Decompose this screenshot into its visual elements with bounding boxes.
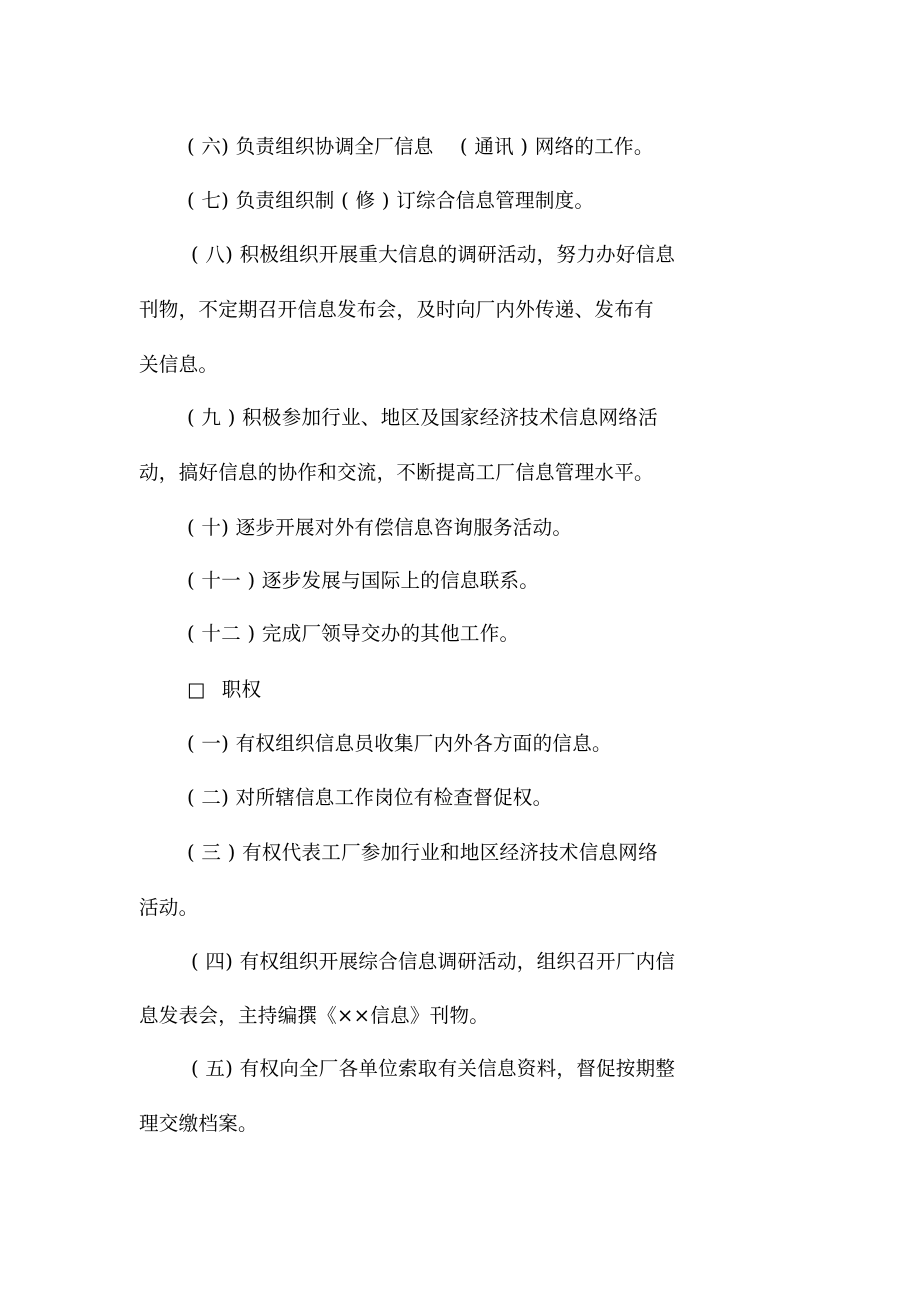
- paragraph-line: 动，搞好信息的协作和交流，不断提高工厂信息管理水平。: [139, 461, 654, 484]
- paragraph-line: ( 三 ) 有权代表工厂参加行业和地区经济技术信息网络: [187, 841, 658, 864]
- section-heading-text: 职权: [221, 678, 262, 701]
- paragraph-line: ( 二) 对所辖信息工作岗位有检查督促权。: [187, 786, 553, 809]
- paragraph-line: ( 九 ) 积极参加行业、地区及国家经济技术信息网络活: [187, 406, 658, 429]
- paragraph-line: 活动。: [139, 896, 199, 919]
- paragraph-line: ( 六) 负责组织协调全厂信息 ( 通讯 ) 网络的工作。: [187, 135, 654, 158]
- paragraph-line: ( 五) 有权向全厂各单位索取有关信息资料，督促按期整: [191, 1057, 676, 1080]
- paragraph-line: 息发表会，主持编撰《××信息》刊物。: [139, 1004, 490, 1027]
- paragraph-line: ( 十) 逐步开展对外有偿信息咨询服务活动。: [187, 516, 573, 539]
- checkbox-square-icon: □: [187, 678, 206, 701]
- paragraph-line: ( 四) 有权组织开展综合信息调研活动，组织召开厂内信: [191, 950, 676, 973]
- paragraph-line: ( 一) 有权组织信息员收集厂内外各方面的信息。: [187, 732, 612, 755]
- paragraph-line: 关信息。: [139, 353, 219, 376]
- paragraph-line: 刊物，不定期召开信息发布会，及时向厂内外传递、发布有: [139, 298, 654, 321]
- paragraph-line: ( 十二 ) 完成厂领导交办的其他工作。: [187, 622, 520, 645]
- paragraph-line: 理交缴档案。: [139, 1112, 258, 1135]
- paragraph-line: ( 七) 负责组织制 ( 修 ) 订综合信息管理制度。: [187, 189, 595, 212]
- paragraph-line: ( 八) 积极组织开展重大信息的调研活动，努力办好信息: [191, 243, 676, 266]
- section-heading: [187, 678, 261, 702]
- paragraph-line: ( 十一 ) 逐步发展与国际上的信息联系。: [187, 569, 540, 592]
